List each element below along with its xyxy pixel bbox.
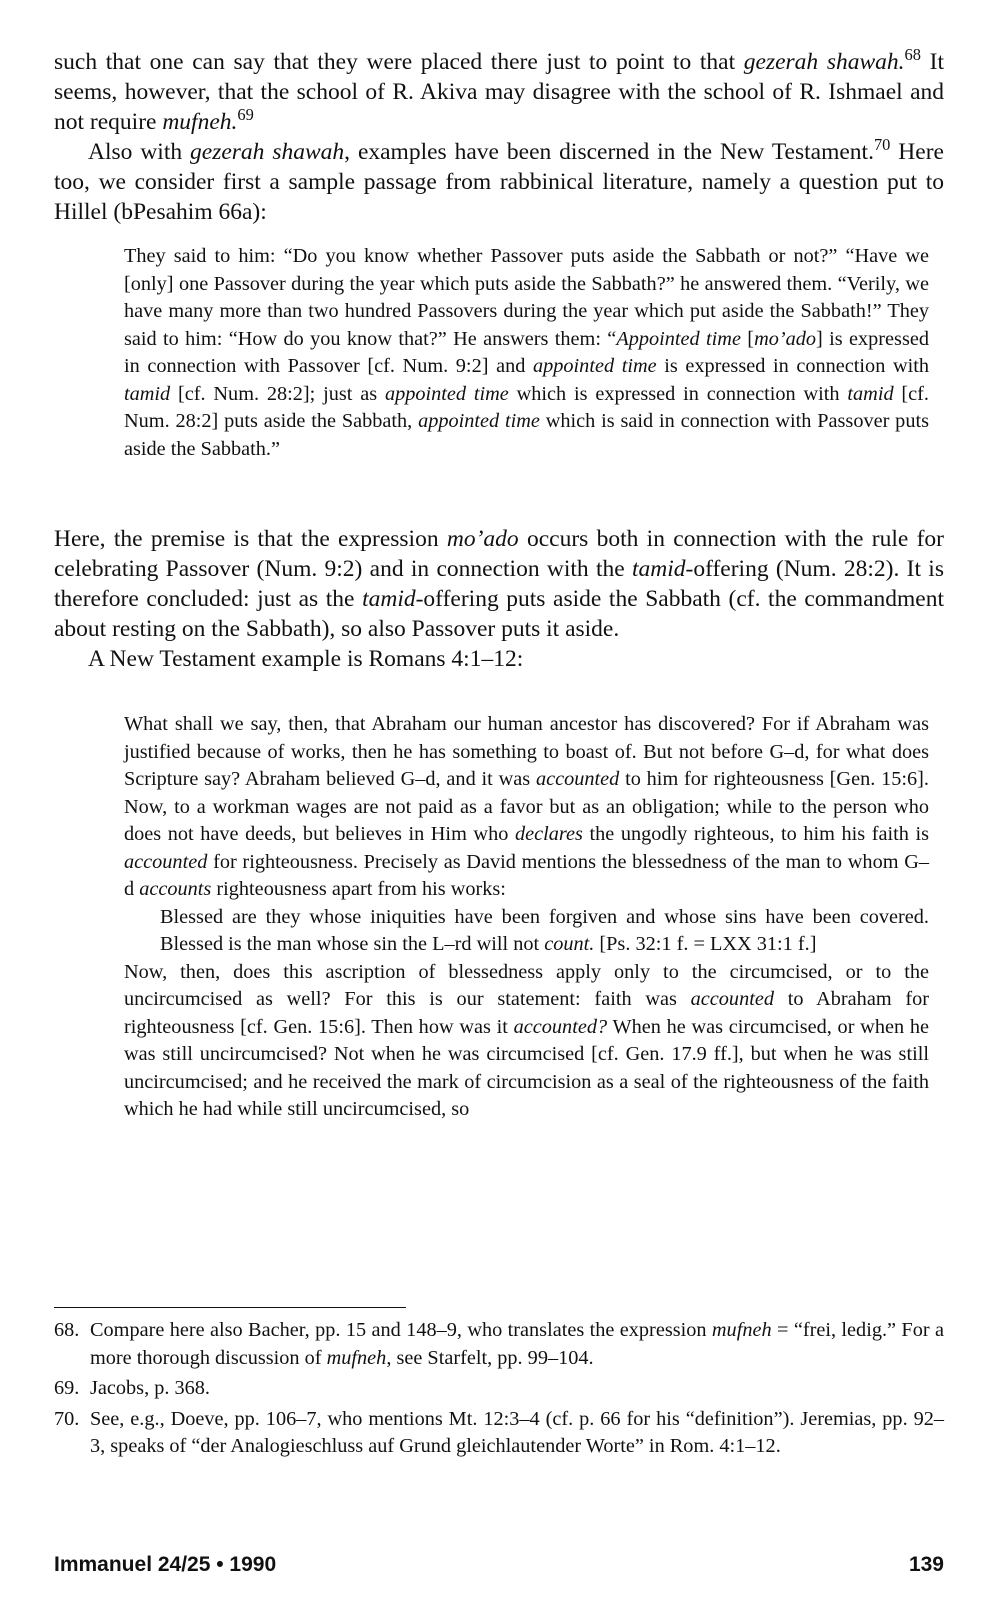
italic-term: accounted [535,768,620,790]
italic-term: appointed time [532,355,657,377]
footnote-68 [54,1317,944,1372]
block-quote-romans [124,711,929,1124]
italic-term: accounted? [513,1015,608,1038]
main-text-top [54,44,944,227]
italic-term: appointed time [418,410,540,432]
footnote-number: 69. [54,1377,80,1399]
footnote-reference: 69 [237,104,254,124]
italic-term: tamid [847,382,894,405]
italic-term: declares [514,823,583,845]
italic-term: accounted [124,850,208,873]
italic-term: Appointed time [616,327,741,350]
quote-paragraph: Now, then, does this ascription of blessedness apply only to the circumcised, or to the uncircumcised as well? For this is our statement: faith was accounted to Abraham for righteousness [cf. Gen. 15:6]. Then how was it accounted? When he was circumcised, or when he was still uncircumcised? Not when he was circumcised [cf. Gen. 17.9 ff.], but when he was still uncircumcised; and he received the mark of circumcision as a seal of the righteousness of the faith which he had while still uncircumcised, so [124,960,929,1120]
paragraph: Here, the premise is that the expression mo’ado occurs both in connection with the rule for celebrating Passover (Num. 9:2) and in connection with the tamid-offering (Num. 28:2). It is therefore concluded: just as the tamid-offering puts aside the Sabbath (cf. the commandment about resting on the Sabbath), so also Passover puts it aside. [54,526,945,642]
footnote-text: See, e.g., Doeve, pp. 106–7, who mentions Mt. 12:3–4 (cf. p. 66 for his “definition”). Jeremias, pp. 92–3, speaks of “der Analogieschluss auf Grund gleichlautender Worte” in Rom. 4:1–12. [90,1407,944,1457]
footnote-number: 70. [54,1407,80,1430]
italic-term: gezerah shawah. [743,49,905,75]
italic-term: appointed time [384,382,509,405]
italic-term: accounts [139,878,212,900]
footnote-reference: 70 [873,134,891,154]
footnotes [54,1317,944,1464]
page-footer [54,1553,944,1583]
page-number: 139 [908,1553,944,1576]
quote-paragraph: What shall we say, then, that Abraham our human ancestor has discovered? For if Abraham was justified because of works, then he has something to boast of. But not before G–d, for what does Scripture say? Abraham believed G–d, and it was accounted to him for righteousness [Gen. 15:6]. Now, to a workman wages are not paid as a favor but as an obligation; while to the person who does not have deeds, but believes in Him who declares the ungodly righteous, to him his faith is accounted for righteousness. Precisely as David mentions the blessedness of the man to whom G–d accounts righteousness apart from his works: [124,713,929,900]
footnote-reference: 68 [904,44,921,64]
footnote-number: 68. [54,1319,80,1341]
paragraph: Also with gezerah shawah, examples have been discerned in the New Testament.$^{70}$ Here too, we consider first a sample passage from rabbinical literature, namely a question put to Hillel (bPesahim 66a): [54,134,944,225]
paragraph: such that one can say that they were placed there just to point to that gezerah shawah.$^{68}$ It seems, however, that the school of R. Akiva may disagree with the school of R. Ishmael and not require mufneh.$^{69}$ [54,44,944,135]
italic-term: mufneh [711,1319,772,1341]
footnote-69 [54,1375,944,1403]
block-quote-pesahim [124,243,929,463]
italic-term: gezerah shawah [190,139,345,165]
italic-term: tamid [124,382,171,405]
psalm-quotation: Blessed are they whose iniquities have been forgiven and whose sins have been covered. Blessed is the man whose sin the L–rd will not count. [Ps. 32:1 f. = LXX 31:1 f.] [160,905,929,955]
footnote-text: Compare here also Bacher, pp. 15 and 148–9, who translates the expression mufneh = “frei, ledig.” For a more thorough discussion of mufneh, see Starfelt, pp. 99–104. [90,1319,944,1369]
italic-term: count. [544,933,595,955]
italic-term: mufneh [326,1346,387,1369]
italic-term: mo’ado [754,327,817,350]
italic-term: tamid [362,586,416,612]
footnote-separator [54,1307,406,1308]
italic-term: accounted [690,988,774,1010]
italic-term: mo’ado [446,526,519,552]
italic-term: tamid [631,556,686,582]
italic-term: mufneh. [162,109,238,135]
footnote-70 [54,1406,944,1461]
paragraph: A New Testament example is Romans 4:1–12: [88,646,524,672]
quote-paragraph: They said to him: “Do you know whether Passover puts aside the Sabbath or not?” “Have we [only] one Passover during the year which puts aside the Sabbath?” he answered them. “Verily, we have many more than two hundred Passovers during the year which put aside the Sabbath!” They said to him: “How do you know that?” He answers them: “Appointed time [mo’ado] is expressed in connection with Passover [cf. Num. 9:2] and appointed time is expressed in connection with tamid [cf. Num. 28:2]; just as appointed time which is expressed in connection with tamid [cf. Num. 28:2] puts aside the Sabbath, appointed time which is said in connection with Passover puts aside the Sabbath.” [124,245,930,460]
footnote-text: Jacobs, p. 368. [90,1377,210,1399]
journal-issue: Immanuel 24/25 • 1990 [54,1553,277,1576]
main-text-middle [54,524,944,674]
